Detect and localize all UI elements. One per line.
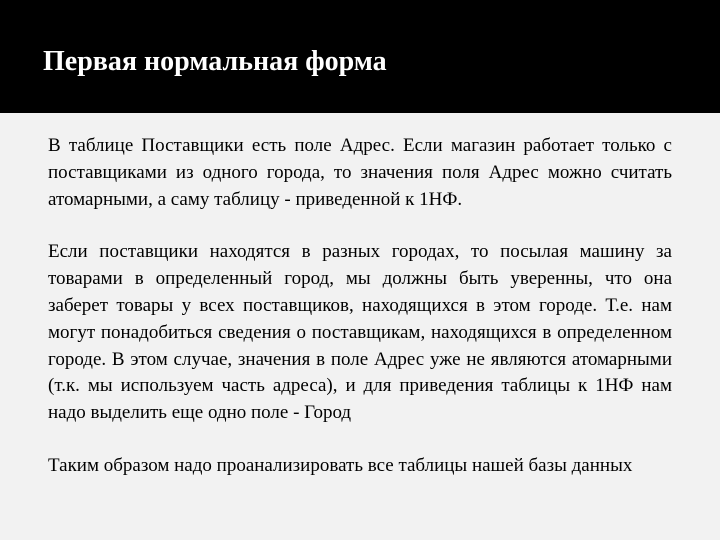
slide-body xyxy=(48,133,672,480)
paragraph-1: В таблице Поставщики есть поле Адрес. Если магазин работает только с поставщиками из одного города, то значения поля Адрес можно считать атомарными, а саму таблицу - приведенной к 1НФ. xyxy=(48,135,672,210)
paragraph-2: Если поставщики находятся в разных городах, то посылая машину за товарами в определенный город, мы должны быть уверенны, что она заберет товары у всех поставщиков, находящихся в этом городе. Т.е. нам могут понадобиться сведения о поставщикам, находящихся в определенном городе. В этом случае, значения в поле Адрес уже не являются атомарными (т.к. мы используем часть адреса), и для приведения таблицы к 1НФ нам надо выделить еще одно поле - Город xyxy=(48,241,672,424)
title-bar xyxy=(0,0,720,113)
slide-title: Первая нормальная форма xyxy=(43,46,387,77)
paragraph-3: Таким образом надо проанализировать все таблицы нашей базы данных xyxy=(48,454,633,476)
